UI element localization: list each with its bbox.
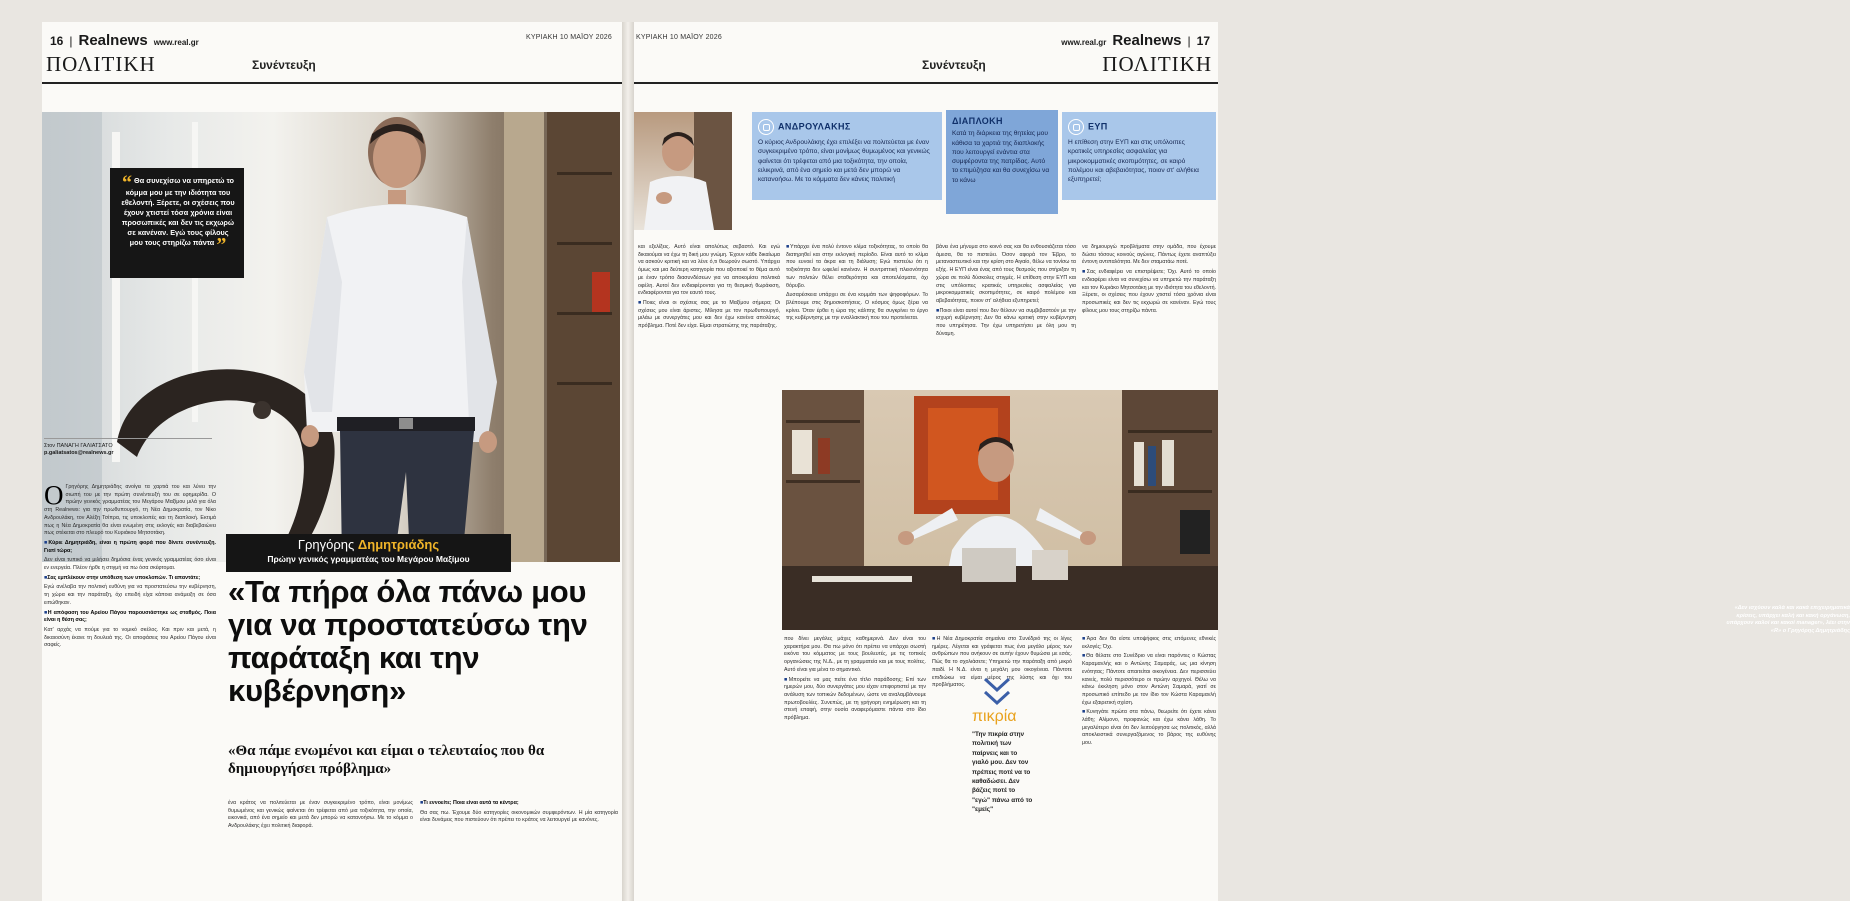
- shield-icon: [1068, 119, 1084, 135]
- byline-author: Στον ΠΑΝΑΓΗ ΓΑΛΙΑΤΣΑΤΟ: [44, 443, 113, 449]
- date-right: ΚΥΡΙΑΚΗ 10 ΜΑΪΟΥ 2026: [636, 34, 722, 41]
- left-a-2: Εγώ ανέλαβα την πολιτική ευθύνη για να προστατεύσω την κυβέρνηση, τη χώρα και την παράταξη, όχι επειδή είχα κάποια ανάμειξη σε όσα ειπώθηκαν.: [44, 584, 216, 606]
- brand-logo-right: Realnews: [1112, 32, 1182, 49]
- bottom-strip-col-1: [228, 800, 413, 896]
- pikria-label: πικρία: [972, 708, 1017, 725]
- mid-column-1: [638, 244, 780, 384]
- info-box-title-1: ΑΝΔΡΟΥΛΑΚΗΣ: [778, 121, 851, 132]
- header-rule-left: [42, 82, 622, 84]
- right-bottom-text-2: ■ Θα θέλατε στο Συνέδριο να είναι παρόντες ο Κώστας Καραμανλής και ο Αντώνης Σαμαράς, ως μια κίνηση ενότητας; Πάντοτε απαιτείται οικογένεια. Δεν περισσεύει κανείς, πολύ περισσότερο οι πρώην αρχηγοί. Θέλω να κάνω έκκληση μόνο στον Αντώνη Σαμαρά, γιατί σε προσωπικό επίπεδο με τον ίδιο τον Κώστα Καραμανλή έχω εξαιρετική σχέση.: [1082, 653, 1216, 707]
- lower-text-2: ■ Μπορείτε να μας πείτε ένα τίτλο παράδοσης; Επί των ημερών μου, δύο συνεργάτες μου είχαν επιφορτιστεί με την ανάλυση των τοπικών δεδομένων, ώστε να αναλαμβάνουμε πρωτοβουλίες. Συνεπώς, με τη γρήγορη ενημέρωση και τη στενή επαφή, στην ουσία αναφερόμαστε πάντα στο ίδιο πρόβλημα.: [784, 677, 926, 723]
- photo-caption: «Δεν ισχύουν καλά και κακά επιχειρηματικά κρίσεις, υπάρχει καλή και κακή οργάνωση, υπάρχουν καλοί και κακοί manager», λέει στην «R» ο Γρηγόρης Δημητριάδης: [1726, 605, 1850, 634]
- right-bottom-text-3: ■ Κυνηγάτε πρώτα στα πάνω, θεωρείτε ότι έχετε κάνει λάθη; Αλίμονο, προφανώς και έχω κάνει λάθη. Το μεγαλύτερο είναι ότι δεν λειτούργησα ως πολιτικός, αλλά αποκλειστικά συνεργαζόμενος το βάρος της ευθύνης μου.: [1082, 709, 1216, 748]
- page-number-right: 17: [1196, 34, 1210, 48]
- section-title-right: ΠΟΛΙΤΙΚΗ: [1102, 52, 1212, 76]
- byline: [44, 438, 212, 457]
- byline-email: p.galiatsatos@realnews.gr: [44, 450, 114, 456]
- left-a-3: Κατ' αρχάς να πούμε για το νομικό σκέλος. Και πριν και μετά, η δικαιοσύνη έκανε τη δουλειά της. Οι αποφάσεις του Αρείου Πάγου είναι σαφείς.: [44, 626, 216, 649]
- brand-logo-left: Realnews: [78, 32, 148, 49]
- interviewee-name-bar: [226, 534, 511, 572]
- right-text-2: ■ Ποιοι είναι αυτοί που δεν θέλουν να συμβιβαστούν με την ισχυρή κυβέρνηση; Δεν θα κάνω κριτική στην κυβέρνηση που υπηρέτησα. Την έχω υπηρετήσει με όλη μου τη δύναμη.: [936, 308, 1076, 339]
- bottom-strip-text: ένα κράτος να πολιτεύεται με έναν συγκεκριμένο τρόπο, είναι μονίμως θυμωμένος και γενικώς φαίνεται ότι τρέφεται από μια τοξικότητα, την οποία, εικονικά, από ένα σημείο και μετά δεν μπορώ να κατανοήσω. Με το κόμμα ο Ανδρουλάκης έχει πολιτική διαφορά.: [228, 800, 413, 830]
- info-box-text-3: Η επίθεση στην ΕΥΠ και στις υπόλοιπες κρατικές υπηρεσίες ασφαλείας για μικροκομματικές σκοπιμότητες, σε καιρό πολέμου και αβεβαιότητας, ποιον στ' αλήθεια εξυπηρετεί;: [1068, 139, 1199, 184]
- mid-text-4: Δυσαρέσκεια υπάρχει σε ένα κομμάτι των ψηφοφόρων. Το βλέπουμε στις δημοσκοπήσεις. Ο κόσμος όμως ξέρει να κρίνει. Όταν έρθει η ώρα της κάλπης θα συγκρίνει το έργο της κυβέρνησης με την εναλλακτική που του προτείνεται.: [786, 292, 928, 322]
- left-q-1: Κύριε Δημητριάδη, είναι η πρώτη φορά που δίνετε συνέντευξη. Γιατί τώρα;: [44, 539, 216, 554]
- left-q-2: Σας εμπλέκουν στην υπόθεση των υποκλοπών. Τι απαντάτε;: [47, 574, 201, 581]
- drop-cap: Ο: [44, 480, 64, 510]
- pikria-quote: "Την πικρία στην πολιτική των παίρνεις και το γιαλό μου. Δεν τον πρέπεις ποτέ να το καθαδώσει. Δεν βάζεις ποτέ το "εγώ" πάνω από το "εμείς": [972, 731, 1033, 814]
- right-folio: www.real.gr Realnews | 17: [1061, 32, 1210, 49]
- rubric-left: Συνέντευξη: [252, 58, 316, 72]
- close-quote-icon: ”: [216, 234, 227, 256]
- header-rule-right: [634, 82, 1218, 84]
- left-page: [42, 22, 622, 901]
- info-box-diaploki: [946, 110, 1058, 214]
- headline: «Τα πήρα όλα πάνω μου για να προστατεύσω την παράταξη και την κυβέρνηση»: [228, 574, 588, 708]
- right-bottom-text-1: ■ Άρα δεν θα είστε υποψήφιος στις επόμενες εθνικές εκλογές; Όχι.: [1082, 636, 1216, 651]
- right-column-1: [936, 244, 1076, 384]
- right-page: [634, 22, 1850, 901]
- site-url-right: www.real.gr: [1061, 38, 1107, 47]
- interviewee-role: Πρώην γενικός γραμματέας του Μεγάρου Μαξίμου: [267, 554, 470, 564]
- right-text-1: βάνει ένα μήνυμα στο κοινό σας και θα ενθουσιάζεται τόσο άμεσα, θα το πιστεύει. Όσον αφορά τον Έβρο, το μεταναστευτικό και την κρίση στο Αιγαίο, θέλω να τονίσω τα εξής. Η ΕΥΠ είναι ένας από τους θεσμούς που στήριξαν τη χώρα σε πολύ δύσκολες στιγμές. Η επίθεση στην ΕΥΠ και στις υπόλοιπες κρατικές υπηρεσίες ασφαλείας για μικροκομματικές σκοπιμότητες, σε καιρό πολέμου και αβεβαιότητας, ποιον στ' αλήθεια εξυπηρετεί;: [936, 244, 1076, 304]
- bottom-strip-col-2: [420, 800, 618, 896]
- lower-text-3: ■ Η Νέα Δημοκρατία σημαίνει στο Συνέδριό της οι λίγες ημέρες. Λέγεται και γράφεται πως ένα μεγάλο μέρος των ανθρώπων που ανήκουν σε αυτήν έχουν θυμώσει με εσάς. Πώς θα το σχολιάσετε; Υπηρετώ την παράταξη από μικρό παιδί. Η Ν.Δ. είναι η μεγάλη μου οικογένεια. Πάντοτε επιδιώκω να είμαι μέρος της λύσης και όχι του προβλήματος.: [932, 636, 1072, 690]
- mid-text-3: ■ Υπάρχει ένα πολύ έντονο κλίμα τοξικότητας, το οποίο θα διατηρηθεί και στην εκλογική περίοδο. Είναι αυτό το κλίμα που ευνοεί τα άκρα και τη διάλυση; Εγώ πιστεύω ότι η τοξικότητα δεν ωφελεί κανέναν. Η συντριπτική πλειονότητα των πολιτών θέλει σταθερότητα και αποτελέσματα, όχι θόρυβο.: [786, 244, 928, 290]
- spread-gutter: [622, 22, 634, 901]
- date-left: ΚΥΡΙΑΚΗ 10 ΜΑΪΟΥ 2026: [526, 34, 612, 41]
- info-box-text-1: Ο κύριος Ανδρουλάκης έχει επιλέξει να πολιτεύεται με έναν συγκεκριμένο τρόπο, είναι μονίμως θυμωμένος και γενικώς φαίνεται ότι τρέφεται από μια τοξικότητα, την οποία, ειλικρινά, από ένα σημείο και μετά δεν μπορώ να κατανοήσω. Με το κόμματα δεν κάνεις πολιτική: [758, 139, 930, 184]
- info-box-eyp: [1062, 112, 1216, 200]
- info-box-androulakis: [752, 112, 942, 200]
- desk-photo: [782, 390, 1218, 630]
- site-url-left: www.real.gr: [153, 38, 199, 47]
- lower-text-1: που δίνει μεγάλες μάχες καθημερινά. Δεν είναι του χαρακτήρα μου. Θα πω μόνο ότι πρέπει να υπάρχει σωστή εικόνα του κόμματος με τους βουλευτές, με τις τοπικές οργανώσεις της Ν.Δ., με τη γραμματεία και με τους πολίτες. Αυτό είναι για μένα το σημαντικό.: [784, 636, 926, 673]
- bottom-strip-q: Τι εννοείτε; Ποια είναι αυτά τα κέντρα;: [423, 800, 519, 806]
- section-title-left: ΠΟΛΙΤΙΚΗ: [46, 52, 156, 76]
- page-number-left: 16: [50, 34, 64, 48]
- right-column-2: [1082, 244, 1216, 384]
- pull-quote-text: Θα συνεχίσω να υπηρετώ το κόμμα μου με την ιδιότητα του εθελοντή. Ξέρετε, οι σχέσεις που έχουν χτιστεί τόσα χρόνια είναι προσωπικές και δεν τις εκχωρώ σε κανέναν. Εγώ τους φίλους μου τους στηρίζω πάντα: [121, 176, 235, 247]
- interviewee-last-name: Δημητριάδης: [357, 537, 440, 552]
- info-box-title-3: ΕΥΠ: [1088, 121, 1108, 132]
- pull-quote-box: [110, 168, 244, 278]
- right-bottom-column: [1082, 636, 1216, 898]
- subheadline: «Θα πάμε ενωμένοι και είμαι ο τελευταίος που θα δημιουργήσει πρόβλημα»: [228, 743, 545, 777]
- chevron-down-icon: [982, 676, 1012, 710]
- document-icon: [758, 119, 774, 135]
- right-text-4: ■ Σας ενδιαφέρει να επιστρέψετε; Όχι. Αυτό το οποίο ενδιαφέρει είναι να συνεχίσω να υπηρετώ την παράταξη και τον Κυριάκο Μητσοτάκη με την ιδιότητα του εθελοντή. Ξέρετε, οι σχέσεις που έχουν χτιστεί τόσα χρόνια είναι προσωπικές και δεν τις εκχωρώ σε κανέναν. Εγώ τους φίλους μου τους στηρίζω πάντα.: [1082, 269, 1216, 315]
- left-folio: 16 | Realnews www.real.gr: [50, 32, 199, 49]
- lower-column-1: [784, 636, 926, 898]
- intro-column: [44, 480, 216, 896]
- small-photo: [634, 112, 732, 230]
- mid-text-1: και εξελίξεις. Αυτό είναι απολύτως σεβαστό. Και εγώ δικαιούμαι να έχω τη δική μου γνώμη. Έχουν κάθε δικαίωμα να ασκούν κριτική και να λένε ό,τι θεωρούν σωστό. Υπάρχει όμως και μια δεύτερη κατηγορία που αξιοποιεί το θέμα αυτό με έναν τρόπο διασυνδέσεων για να αποκομίσει πολιτικά οφέλη. Αυτοί δεν ενδιαφέρονται για τη θεσμική θωράκιση, ενδιαφέρονται για τον εαυτό τους.: [638, 244, 780, 297]
- left-a-1: Δεν είναι τυπικό να μιλήσει δημόσια ένας γενικός γραμματέας όσο είναι εν ενεργεία. Πλέον ήρθε η στιγμή να πω όσα σκέφτομαι.: [44, 557, 216, 572]
- interviewee-first-name: Γρηγόρης: [297, 537, 355, 552]
- right-text-3: να δημιουργώ προβλήματα στην ομάδα, που έχουμε δώσει τόσους κοινούς αγώνες. Πάντως έχετε αναπτύξει έντονη αντιπαλότητα. Με δεν σταματάω ποτέ.: [1082, 244, 1216, 266]
- mid-column-2: [786, 244, 928, 384]
- intro-text: Γρηγόρης Δημητριάδης ανοίγει τα χαρτιά του και λύνει την σιωπή του με την πρώτη συνέντευξή του σε εφημερίδα. Ο πρώην γενικός γραμματέας του Μεγάρου Μαξίμου μιλά για όλα στη Realnews: για την πρωθυπουργό, τη Νέα Δημοκρατία, τον Νίκο Ανδρουλάκη, τον Αλέξη Τσίπρα, τις υποκλοπές και τη διαπλοκή. Εκτιμά πως η Νέα Δημοκρατία θα είναι ενωμένη στις εκλογές και διαβεβαιώνει πως στέκεται στο πλευρό του Κυριάκου Μητσοτάκη.: [44, 484, 216, 537]
- open-quote-icon: “: [122, 172, 132, 194]
- mid-text-2: ■ Ποιες είναι οι σχέσεις σας με το Μαξίμου σήμερα; Οι σχέσεις μου είναι άριστες. Μίλησα με τον πρωθυπουργό, μιλάω με συνεργάτες μου και δεν έχω κανένα απολύτως πρόβλημα. Ποτέ δεν είχα. Είμαι στρατιώτης της παράταξης.: [638, 300, 780, 331]
- info-box-title-2: ΔΙΑΠΛΟΚΗ: [952, 116, 1003, 126]
- left-q-3: Η απόφαση του Αρείου Πάγου παρουσιάστηκε ως σταθμός. Ποια είναι η θέση σας;: [44, 609, 216, 624]
- rubric-right: Συνέντευξη: [922, 58, 986, 72]
- bottom-strip-a: Θα σας πω. Έχουμε δύο κατηγορίες οικονομικών συμφερόντων. Η μία κατηγορία είναι δυνάμεις που πιστεύουν ότι πρέπει το κράτος να λειτουργεί με κανόνες.: [420, 809, 618, 824]
- info-box-text-2: Κατά τη διάρκεια της θητείας μου κάθισα τα χαρτιά της διαπλοκής που λειτουργεί ενάντια στα συμφέροντα της πατρίδας. Αυτό το επιμύζησα και θα συνεχίσω να το κάνω: [952, 130, 1050, 184]
